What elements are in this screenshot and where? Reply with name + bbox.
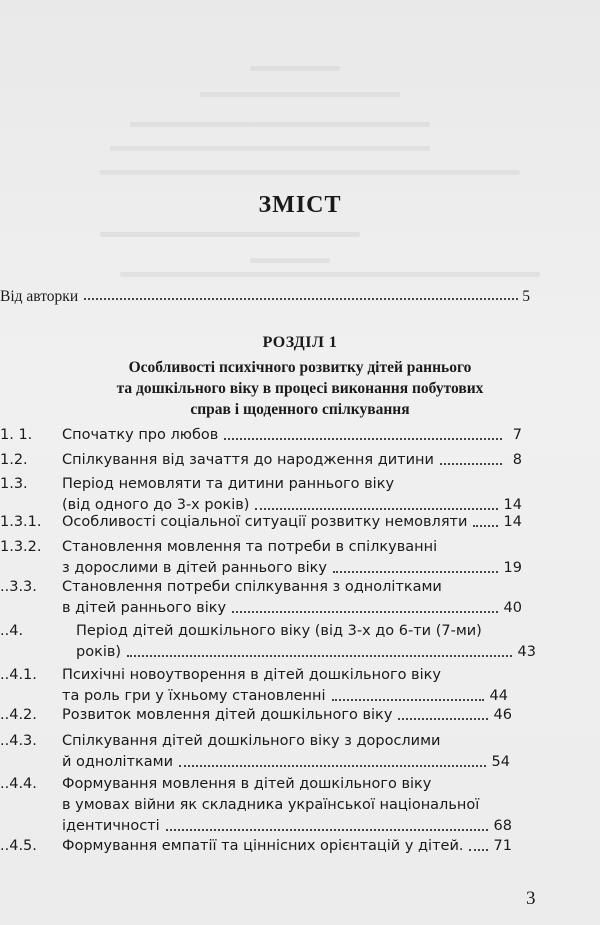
toc-entry-page: 19: [503, 560, 522, 576]
dot-leader: [440, 450, 502, 465]
toc-entry-page: 8: [512, 452, 522, 468]
toc-entry-number: 1.3.: [0, 476, 28, 492]
toc-entry-label: ідентичності: [62, 818, 160, 834]
toc-entry-number: ..4.2.: [0, 707, 37, 723]
toc-entry-label: з дорослими в дітей раннього віку: [62, 560, 328, 576]
toc-entry-label: Спілкування від зачаття до народження дитини: [62, 452, 434, 468]
toc-entry[interactable]: [0, 665, 520, 709]
toc-entry-label: Становлення потреби спілкування з однолітками: [62, 579, 442, 595]
dot-leader: [398, 705, 487, 720]
toc-entry-number: ..4.1.: [0, 667, 37, 683]
toc-entry-label: та роль гри у їхньому становленні: [62, 688, 326, 704]
toc-entry-page: 68: [493, 818, 512, 834]
toc-entry-page: 46: [493, 707, 512, 723]
toc-entry-page: 7: [512, 427, 522, 443]
toc-entry[interactable]: [0, 731, 520, 775]
toc-entry-label: Становлення мовлення та потреби в спілкуванні: [62, 539, 438, 555]
toc-entry[interactable]: [0, 705, 520, 727]
dot-leader: [332, 686, 484, 701]
toc-entry-page: 44: [489, 688, 508, 704]
toc-entry-label: Формування емпатії та ціннісних орієнтацій у дітей.: [62, 838, 464, 854]
toc-entry-label: Спочатку про любов: [62, 427, 219, 443]
page-title: ЗМІСТ: [258, 192, 342, 218]
dot-leader: [84, 288, 518, 300]
toc-entry-label: років): [76, 644, 122, 660]
toc-entry-label: й однолітками: [62, 754, 174, 770]
dot-leader: [255, 495, 497, 510]
toc-entry-label: Психічні новоутворення в дітей дошкільного віку: [62, 667, 441, 683]
toc-entry-page: 5: [522, 288, 530, 305]
toc-entry-page: 43: [517, 644, 536, 660]
dot-leader: [179, 752, 486, 767]
toc-entry-label: Спілкування дітей дошкільного віку з дорослими: [62, 733, 441, 749]
page-number: 3: [526, 888, 536, 909]
section-subtitle-line: Особливості психічного розвитку дітей раннього: [128, 359, 472, 376]
toc-entry-page: 71: [493, 838, 512, 854]
toc-entry-number: ..4.5.: [0, 838, 37, 854]
toc-entry[interactable]: [0, 512, 520, 534]
dot-leader: [166, 816, 488, 831]
toc-entry-page: 14: [503, 497, 522, 513]
toc-entry[interactable]: [0, 836, 520, 858]
toc-entry-label: Особливості соціальної ситуації розвитку немовляти: [62, 514, 468, 530]
dot-leader: [224, 425, 502, 440]
toc-entry-page: 40: [503, 600, 522, 616]
section-subtitle-line: та дошкільного віку в процесі виконання побутових: [116, 380, 484, 397]
dot-leader: [473, 512, 497, 527]
toc-entry[interactable]: [0, 621, 536, 665]
section-subtitle-line: справ і щоденного спілкування: [190, 401, 410, 418]
toc-entry-page: 54: [491, 754, 510, 770]
toc-entry-label: Період дітей дошкільного віку (від 3-х до 6-ти (7-ми): [76, 623, 482, 639]
section-subtitle: [60, 357, 540, 420]
toc-entry-number: ..4.: [0, 623, 24, 639]
toc-entry-label: Період немовляти та дитини раннього віку: [62, 476, 395, 492]
toc-entry-page: 14: [503, 514, 522, 530]
toc-entry-label: Від авторки: [0, 288, 79, 305]
dot-leader: [333, 558, 498, 573]
toc-entry-number: 1.3.2.: [0, 539, 42, 555]
toc-entry-number: 1.3.1.: [0, 514, 42, 530]
toc-entry-number: 1.2.: [0, 452, 28, 468]
toc-entry-number: ..4.4.: [0, 776, 37, 792]
dot-leader: [232, 598, 497, 613]
toc-entry-number: ..4.3.: [0, 733, 37, 749]
toc-entry-label: в умовах війни як складника української національної: [62, 797, 480, 813]
toc-entry[interactable]: [0, 537, 520, 581]
toc-entry-label: Формування мовлення в дітей дошкільного віку: [62, 776, 432, 792]
toc-entry[interactable]: [0, 774, 520, 840]
toc-entry[interactable]: [0, 425, 520, 447]
dot-leader: [127, 642, 511, 657]
toc-entry-number: ..3.3.: [0, 579, 37, 595]
dot-leader: [469, 836, 487, 851]
toc-entry-number: 1. 1.: [0, 427, 33, 443]
toc-entry-author[interactable]: [0, 288, 530, 306]
toc-entry-label: Розвиток мовлення дітей дошкільного віку: [62, 707, 393, 723]
toc-entry[interactable]: [0, 577, 520, 621]
toc-entry-label: (від одного до 3-х років): [62, 497, 250, 513]
toc-entry-label: в дітей раннього віку: [62, 600, 227, 616]
toc-entry[interactable]: [0, 450, 520, 472]
section-heading: РОЗДІЛ 1: [262, 334, 338, 351]
